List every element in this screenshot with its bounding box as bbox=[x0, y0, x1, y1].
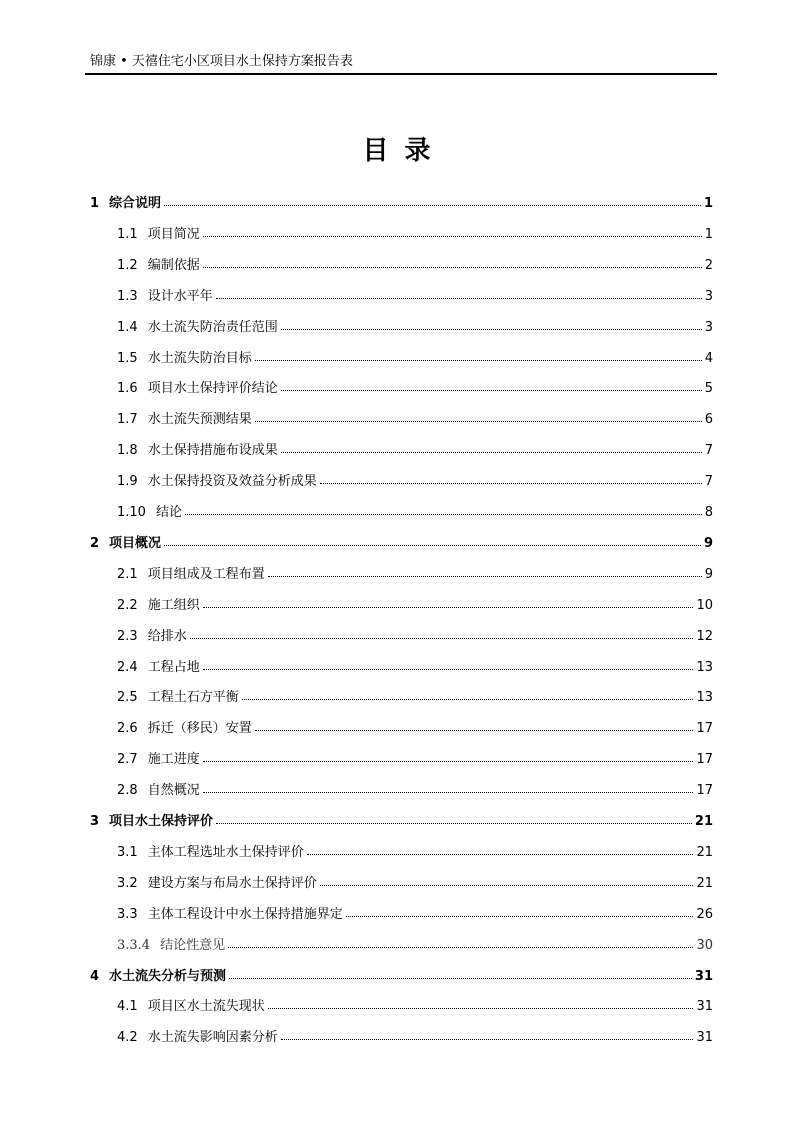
dot-leader bbox=[203, 668, 694, 670]
toc-entry-number: 1.5 bbox=[117, 351, 138, 366]
toc-entry-page: 30 bbox=[696, 938, 713, 953]
toc-entry-page: 2 bbox=[704, 258, 713, 273]
toc-entry[interactable] bbox=[117, 318, 713, 338]
toc-entry-number: 1 bbox=[90, 196, 100, 211]
toc-entry[interactable] bbox=[117, 287, 713, 307]
dot-leader bbox=[164, 204, 701, 206]
dot-leader bbox=[203, 266, 702, 268]
toc-entry-page: 9 bbox=[703, 536, 713, 551]
dot-leader bbox=[281, 328, 702, 330]
dot-leader bbox=[203, 760, 694, 762]
toc-entry-number: 2.8 bbox=[117, 783, 138, 798]
toc-entry[interactable] bbox=[117, 410, 713, 430]
toc-entry[interactable] bbox=[117, 596, 713, 616]
toc-entry-number: 2.2 bbox=[117, 598, 138, 613]
toc-entry[interactable] bbox=[90, 534, 713, 554]
toc-entry-label: 项目区水土流失现状 bbox=[147, 999, 265, 1014]
toc-entry-label: 项目组成及工程布置 bbox=[147, 567, 265, 582]
toc-entry[interactable] bbox=[117, 349, 713, 369]
toc-entry[interactable] bbox=[90, 812, 713, 832]
toc-entry[interactable] bbox=[90, 194, 713, 214]
toc-entry-page: 17 bbox=[696, 783, 713, 798]
dot-leader bbox=[216, 297, 702, 299]
dot-leader bbox=[268, 1007, 694, 1009]
toc-entry-page: 1 bbox=[704, 227, 713, 242]
dot-leader bbox=[255, 420, 702, 422]
toc-entry[interactable] bbox=[117, 843, 713, 863]
toc-entry-label: 水土流失防治责任范围 bbox=[147, 320, 278, 335]
toc-entry-label: 编制依据 bbox=[147, 258, 200, 273]
dot-leader bbox=[185, 513, 702, 515]
toc-entry-label: 主体工程设计中水土保持措施界定 bbox=[147, 907, 343, 922]
toc-entry-number: 1.1 bbox=[117, 227, 138, 242]
dot-leader bbox=[229, 977, 692, 979]
toc-entry[interactable] bbox=[117, 905, 713, 925]
toc-entry-number: 2.1 bbox=[117, 567, 138, 582]
running-header: 锦康 • 天禧住宅小区项目水土保持方案报告表 bbox=[90, 54, 353, 69]
toc-entry-label: 拆迁（移民）安置 bbox=[147, 721, 252, 736]
toc-entry-number: 1.7 bbox=[117, 412, 138, 427]
dot-leader bbox=[203, 606, 694, 608]
dot-leader bbox=[203, 791, 694, 793]
toc-entry-label: 给排水 bbox=[147, 629, 187, 644]
toc-entry-label: 项目水土保持评价结论 bbox=[147, 381, 278, 396]
toc-entry-number: 2.7 bbox=[117, 752, 138, 767]
toc-entry-number: 3 bbox=[90, 814, 100, 829]
toc-entry[interactable] bbox=[117, 719, 713, 739]
toc-entry-page: 31 bbox=[696, 999, 713, 1014]
dot-leader bbox=[281, 1038, 694, 1040]
toc-entry-label: 项目简况 bbox=[147, 227, 200, 242]
toc-title: 目录 bbox=[362, 136, 447, 166]
toc-entry-page: 5 bbox=[704, 381, 713, 396]
toc-entry-page: 10 bbox=[696, 598, 713, 613]
toc-entry-number: 3.3 bbox=[117, 907, 138, 922]
toc-entry[interactable] bbox=[117, 688, 713, 708]
toc-entry-page: 17 bbox=[696, 721, 713, 736]
dot-leader bbox=[164, 544, 701, 546]
toc-entry-page: 4 bbox=[704, 351, 713, 366]
toc-entry-page: 7 bbox=[704, 443, 713, 458]
toc-entry-number: 1.9 bbox=[117, 474, 138, 489]
toc-entry[interactable] bbox=[117, 997, 713, 1017]
toc-entry-label: 工程占地 bbox=[147, 660, 200, 675]
dot-leader bbox=[242, 698, 694, 700]
toc-entry-page: 21 bbox=[696, 845, 713, 860]
toc-entry-page: 3 bbox=[704, 320, 713, 335]
toc-entry-label: 结论性意见 bbox=[160, 938, 226, 953]
toc-entry-label: 水土流失预测结果 bbox=[147, 412, 252, 427]
toc-entry[interactable] bbox=[117, 441, 713, 461]
toc-entry-number: 2.5 bbox=[117, 690, 138, 705]
toc-entry-label: 设计水平年 bbox=[147, 289, 213, 304]
dot-leader bbox=[255, 359, 702, 361]
dot-leader bbox=[320, 884, 694, 886]
toc-entry-number: 1.3 bbox=[117, 289, 138, 304]
toc-entry[interactable] bbox=[117, 565, 713, 585]
toc-entry-number: 1.6 bbox=[117, 381, 138, 396]
toc-entry-page: 13 bbox=[696, 690, 713, 705]
toc-entry[interactable] bbox=[117, 781, 713, 801]
toc-entry-number: 1.10 bbox=[117, 505, 146, 520]
toc-entry-label: 水土保持措施布设成果 bbox=[147, 443, 278, 458]
toc-entry-page: 12 bbox=[696, 629, 713, 644]
toc-entry-label: 综合说明 bbox=[109, 196, 162, 211]
toc-entry[interactable] bbox=[117, 472, 713, 492]
toc-entry-number: 3.1 bbox=[117, 845, 138, 860]
toc-entry-label: 施工组织 bbox=[147, 598, 200, 613]
toc-entry-page: 21 bbox=[694, 814, 713, 829]
toc-entry[interactable] bbox=[117, 658, 713, 678]
toc-entry-number: 3.2 bbox=[117, 876, 138, 891]
toc-entry-label: 建设方案与布局水土保持评价 bbox=[147, 876, 317, 891]
dot-leader bbox=[346, 915, 694, 917]
dot-leader bbox=[216, 822, 692, 824]
toc-entry-label: 结论 bbox=[155, 505, 182, 520]
toc-entry-page: 1 bbox=[703, 196, 713, 211]
toc-entry[interactable] bbox=[90, 967, 713, 987]
toc-entry-number: 2.3 bbox=[117, 629, 138, 644]
toc-entry-label: 自然概况 bbox=[147, 783, 200, 798]
toc-entry[interactable] bbox=[117, 379, 713, 399]
toc-entry[interactable] bbox=[117, 256, 713, 276]
toc-entry-label: 水土流失分析与预测 bbox=[109, 969, 227, 984]
toc-entry-label: 水土流失防治目标 bbox=[147, 351, 252, 366]
toc-entry-page: 6 bbox=[704, 412, 713, 427]
toc-entry-page: 9 bbox=[704, 567, 713, 582]
toc-entry[interactable] bbox=[117, 225, 713, 245]
toc-entry-number: 4.1 bbox=[117, 999, 138, 1014]
toc-entry[interactable] bbox=[117, 503, 713, 523]
dot-leader bbox=[320, 482, 702, 484]
dot-leader bbox=[203, 235, 702, 237]
toc-entry[interactable] bbox=[117, 936, 713, 956]
toc-entry-number: 3.3.4 bbox=[117, 938, 151, 953]
toc-entry[interactable] bbox=[117, 750, 713, 770]
toc-entry-number: 4.2 bbox=[117, 1030, 138, 1045]
dot-leader bbox=[307, 853, 694, 855]
dot-leader bbox=[268, 575, 702, 577]
toc-entry-number: 1.8 bbox=[117, 443, 138, 458]
toc-entry-number: 1.2 bbox=[117, 258, 138, 273]
toc-entry-number: 2 bbox=[90, 536, 100, 551]
toc-entry-page: 7 bbox=[704, 474, 713, 489]
toc-entry-label: 工程土石方平衡 bbox=[147, 690, 239, 705]
dot-leader bbox=[228, 946, 693, 948]
dot-leader bbox=[190, 637, 694, 639]
toc-entry-label: 项目水土保持评价 bbox=[109, 814, 214, 829]
toc-entry[interactable] bbox=[117, 627, 713, 647]
toc-entry-page: 8 bbox=[704, 505, 713, 520]
toc-entry-page: 3 bbox=[704, 289, 713, 304]
toc-entry-label: 水土流失影响因素分析 bbox=[147, 1030, 278, 1045]
toc-entry-label: 施工进度 bbox=[147, 752, 200, 767]
toc-entry-label: 主体工程选址水土保持评价 bbox=[147, 845, 304, 860]
toc-entry-page: 21 bbox=[696, 876, 713, 891]
dot-leader bbox=[281, 389, 702, 391]
toc-entry-number: 1.4 bbox=[117, 320, 138, 335]
toc-entry-label: 项目概况 bbox=[109, 536, 162, 551]
toc-entry-number: 2.6 bbox=[117, 721, 138, 736]
toc-entry-page: 26 bbox=[696, 907, 713, 922]
toc-entry-page: 31 bbox=[694, 969, 713, 984]
dot-leader bbox=[255, 729, 694, 731]
toc-entry-page: 13 bbox=[696, 660, 713, 675]
toc-entry-number: 4 bbox=[90, 969, 100, 984]
toc-entry-label: 水土保持投资及效益分析成果 bbox=[147, 474, 317, 489]
toc-entry-page: 31 bbox=[696, 1030, 713, 1045]
dot-leader bbox=[281, 451, 702, 453]
toc-entry[interactable] bbox=[117, 874, 713, 894]
toc-entry-page: 17 bbox=[696, 752, 713, 767]
toc-entry[interactable] bbox=[117, 1028, 713, 1048]
toc-entry-number: 2.4 bbox=[117, 660, 138, 675]
